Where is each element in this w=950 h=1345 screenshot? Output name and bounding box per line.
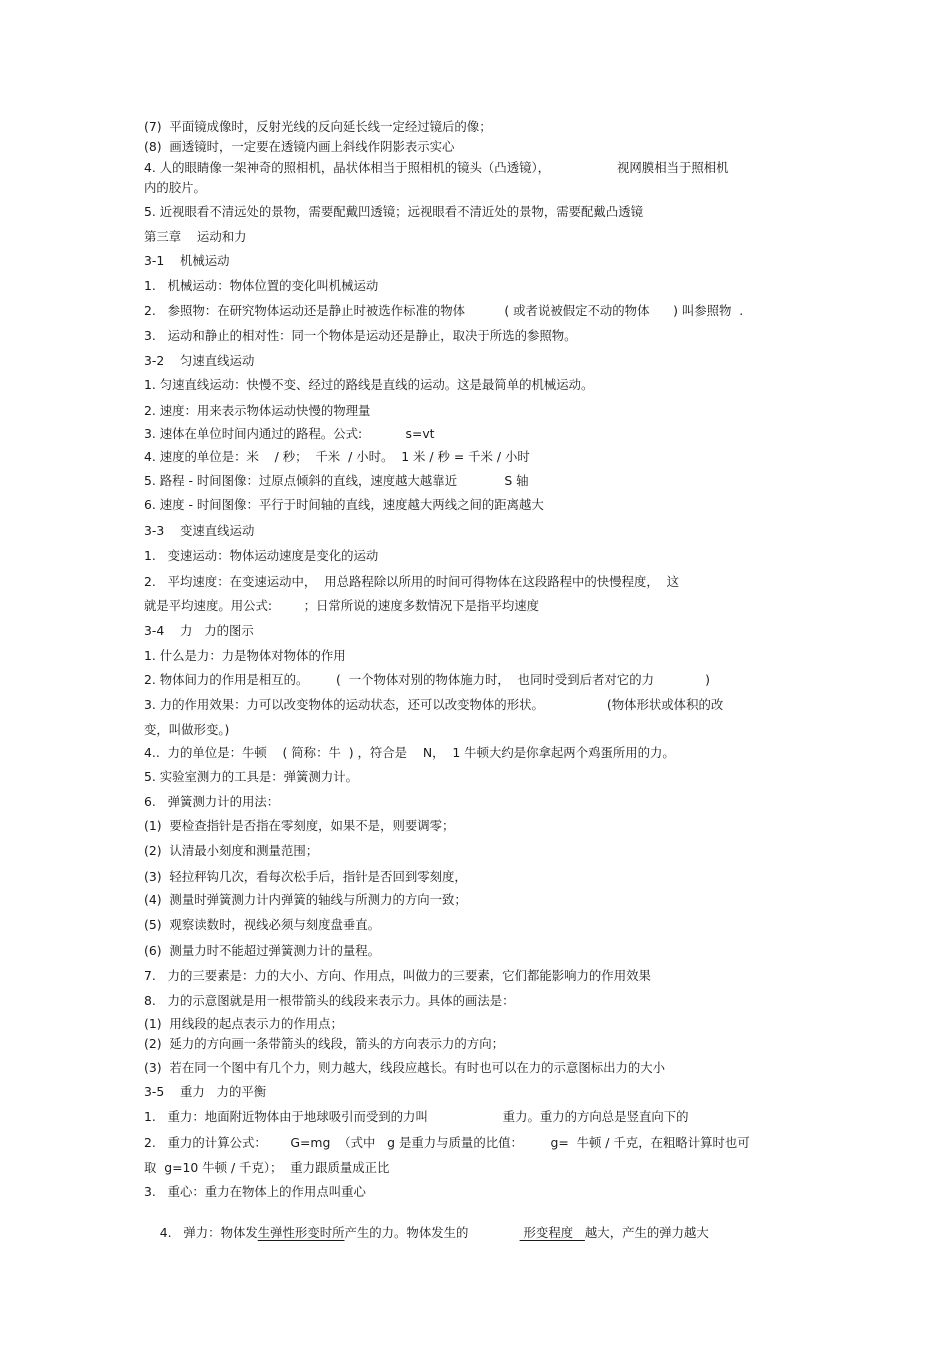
text-line	[144, 1209, 709, 1257]
text-line: 3. 力的作用效果：力可以改变物体的运动状态，还可以改变物体的形状。 (物体形状或体积的改	[144, 697, 724, 712]
text-line: (2) 延力的方向画一条带箭头的线段，箭头的方向表示力的方向；	[144, 1036, 504, 1051]
text-segment: 产生的力。物体发生的	[344, 1225, 520, 1240]
text-line: 3. 速体在单位时间内通过的路程。公式: s=vt	[144, 426, 435, 441]
text-line: 内的胶片。	[144, 180, 206, 195]
text-segment: 4. 弹力：物体发	[159, 1225, 258, 1240]
underlined-text: 生弹性形变时所	[257, 1225, 345, 1240]
chapter-heading: 第三章 运动和力	[144, 229, 247, 244]
text-line: 2. 物体间力的作用是相互的。 ( 一个物体对别的物体施力时， 也同时受到后者对它的力 )	[144, 672, 711, 687]
text-line: 4.. 力的单位是：牛顿 ( 简称：牛 ) ，符合是 N， 1 牛顿大约是你拿起两个鸡蛋所用的力。	[144, 745, 675, 760]
text-line: 5. 路程 - 时间图像：过原点倾斜的直线，速度越大越靠近 S 轴	[144, 473, 529, 488]
text-line: 1. 重力：地面附近物体由于地球吸引而受到的力叫 重力。重力的方向总是竖直向下的	[144, 1109, 689, 1124]
text-line: 3. 重心：重力在物体上的作用点叫重心	[144, 1184, 366, 1199]
text-line: 就是平均速度。用公式: ；日常所说的速度多数情况下是指平均速度	[144, 598, 540, 613]
text-line: (3) 轻拉秤钩几次，看每次松手后，指针是否回到零刻度，	[144, 869, 467, 884]
section-heading: 3-5 重力 力的平衡	[144, 1084, 267, 1099]
text-line: 4. 人的眼睛像一架神奇的照相机，晶状体相当于照相机的镜头（凸透镜）， 视网膜相当于照相机	[144, 160, 729, 175]
text-line: 1. 匀速直线运动：快慢不变、经过的路线是直线的运动。这是最简单的机械运动。	[144, 377, 594, 392]
section-heading: 3-2 匀速直线运动	[144, 353, 255, 368]
text-line: (1) 用线段的起点表示力的作用点；	[144, 1016, 343, 1031]
text-line: 6. 弹簧测力计的用法：	[144, 794, 280, 809]
text-line: 3. 运动和静止的相对性：同一个物体是运动还是静止，取决于所选的参照物。	[144, 328, 577, 343]
text-line: (7) 平面镜成像时，反射光线的反向延长线一定经过镜后的像；	[144, 119, 492, 134]
section-heading: 3-1 机械运动	[144, 253, 230, 268]
text-line: 6. 速度 - 时间图像：平行于时间轴的直线，速度越大两线之间的距离越大	[144, 497, 544, 512]
text-line: 1. 变速运动：物体运动速度是变化的运动	[144, 548, 379, 563]
text-line: 2. 速度：用来表示物体运动快慢的物理量	[144, 403, 371, 418]
text-line: (3) 若在同一个图中有几个力，则力越大，线段应越长。有时也可以在力的示意图标出力的大小	[144, 1060, 666, 1075]
text-line: 5. 近视眼看不清远处的景物，需要配戴凹透镜；远视眼看不清近处的景物，需要配戴凸透镜	[144, 204, 643, 219]
text-line: 7. 力的三要素是：力的大小、方向、作用点，叫做力的三要素，它们都能影响力的作用效果	[144, 968, 651, 983]
text-line: 变，叫做形变。)	[144, 722, 230, 737]
text-line: 取 g=10 牛顿 / 千克）； 重力跟质量成正比	[144, 1160, 390, 1175]
text-line: 8. 力的示意图就是用一根带箭头的线段来表示力。具体的画法是：	[144, 993, 515, 1008]
text-line: (8) 画透镜时，一定要在透镜内画上斜线作阴影表示实心	[144, 139, 455, 154]
text-line: 1. 机械运动：物体位置的变化叫机械运动	[144, 278, 379, 293]
text-line: 2. 平均速度：在变速运动中， 用总路程除以所用的时间可得物体在这段路程中的快慢程度， 这	[144, 574, 680, 589]
text-line: (6) 测量力时不能超过弹簧测力计的量程。	[144, 943, 381, 958]
text-line: 1. 什么是力：力是物体对物体的作用	[144, 648, 346, 663]
text-line: 4. 速度的单位是：米 / 秒； 千米 / 小时。 1 米 / 秒 = 千米 / 小时	[144, 449, 530, 464]
section-heading: 3-3 变速直线运动	[144, 523, 255, 538]
text-line: 5. 实验室测力的工具是：弹簧测力计。	[144, 769, 359, 784]
section-heading: 3-4 力 力的图示	[144, 623, 254, 638]
underlined-answer: 形变程度	[519, 1225, 585, 1240]
text-line: (4) 测量时弹簧测力计内弹簧的轴线与所测力的方向一致；	[144, 892, 467, 907]
text-line: (5) 观察读数时，视线必须与刻度盘垂直。	[144, 917, 381, 932]
text-line: 2. 重力的计算公式： G=mg （式中 g 是重力与质量的比值： g= 牛顿 / 千克，在粗略计算时也可	[144, 1135, 750, 1150]
text-segment: 越大，产生的弹力越大	[584, 1225, 709, 1240]
text-line: (1) 要检查指针是否指在零刻度，如果不是，则要调零；	[144, 818, 455, 833]
text-line: (2) 认清最小刻度和测量范围；	[144, 843, 319, 858]
text-line: 2. 参照物：在研究物体运动还是静止时被选作标准的物体 ( 或者说被假定不动的物体 ) 叫参照物 .	[144, 303, 744, 318]
